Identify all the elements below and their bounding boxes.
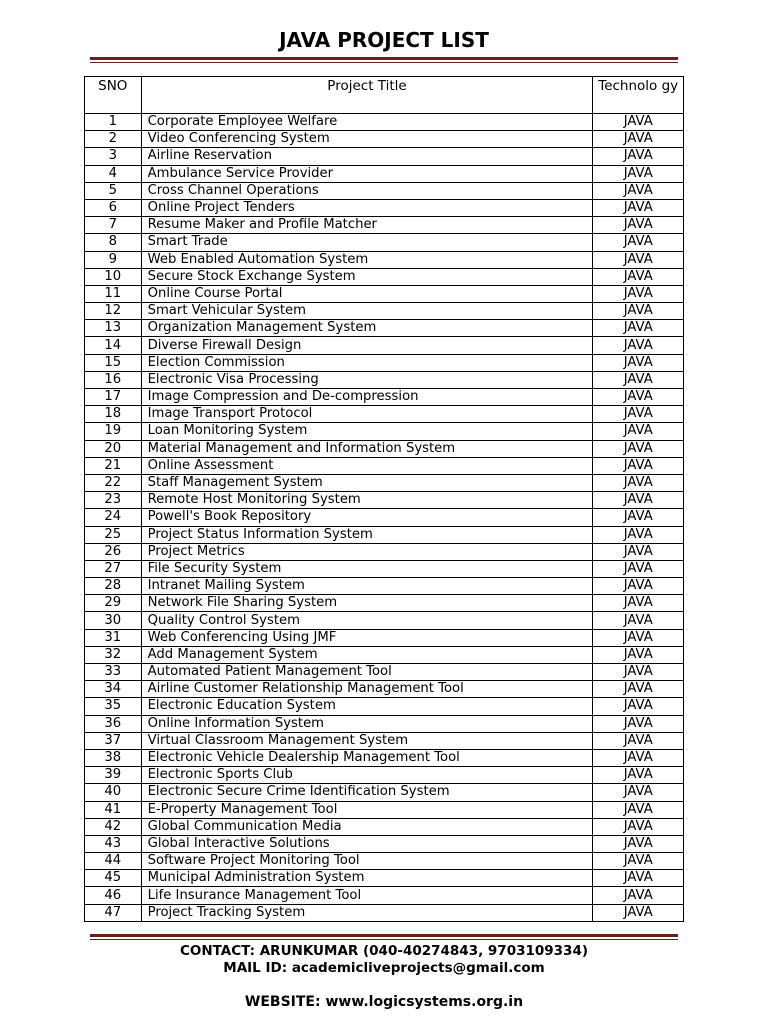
table-row: [85, 784, 684, 801]
row-technology: JAVA: [593, 595, 684, 612]
row-project-title: Loan Monitoring System: [141, 423, 593, 440]
row-project-title: Online Information System: [141, 715, 593, 732]
row-project-title: Global Communication Media: [141, 818, 593, 835]
row-sno: 41: [85, 801, 142, 818]
row-sno: 24: [85, 509, 142, 526]
row-technology: JAVA: [593, 646, 684, 663]
row-project-title: Web Conferencing Using JMF: [141, 629, 593, 646]
table-row: [85, 337, 684, 354]
table-row: [85, 887, 684, 904]
row-project-title: Resume Maker and Profile Matcher: [141, 217, 593, 234]
table-row: [85, 182, 684, 199]
row-technology: JAVA: [593, 612, 684, 629]
row-sno: 45: [85, 870, 142, 887]
row-project-title: Electronic Sports Club: [141, 767, 593, 784]
row-technology: JAVA: [593, 698, 684, 715]
contact-line: CONTACT: ARUNKUMAR (040-40274843, 9703109334): [179, 943, 589, 959]
row-project-title: Ambulance Service Provider: [141, 165, 593, 182]
row-technology: JAVA: [593, 870, 684, 887]
row-technology: JAVA: [593, 509, 684, 526]
row-technology: JAVA: [593, 165, 684, 182]
row-sno: 3: [85, 148, 142, 165]
table-row: [85, 629, 684, 646]
row-project-title: Cross Channel Operations: [141, 182, 593, 199]
table-row: [85, 474, 684, 491]
row-technology: JAVA: [593, 114, 684, 131]
table-row: [85, 904, 684, 921]
row-technology: JAVA: [593, 354, 684, 371]
row-sno: 14: [85, 337, 142, 354]
row-sno: 10: [85, 268, 142, 285]
row-sno: 18: [85, 406, 142, 423]
row-sno: 47: [85, 904, 142, 921]
project-table: [84, 76, 684, 922]
row-sno: 4: [85, 165, 142, 182]
table-row: [85, 715, 684, 732]
row-sno: 25: [85, 526, 142, 543]
row-project-title: Online Course Portal: [141, 285, 593, 302]
table-row: [85, 423, 684, 440]
row-sno: 27: [85, 560, 142, 577]
table-row: [85, 389, 684, 406]
row-sno: 20: [85, 440, 142, 457]
page-title: JAVA PROJECT LIST: [279, 28, 489, 52]
table-row: [85, 560, 684, 577]
row-project-title: Remote Host Monitoring System: [141, 492, 593, 509]
table-row: [85, 199, 684, 216]
table-row: [85, 578, 684, 595]
row-technology: JAVA: [593, 681, 684, 698]
table-row: [85, 818, 684, 835]
row-project-title: Smart Vehicular System: [141, 303, 593, 320]
row-project-title: Project Status Information System: [141, 526, 593, 543]
table-row: [85, 749, 684, 766]
row-project-title: Image Compression and De-compression: [141, 389, 593, 406]
table-row: [85, 526, 684, 543]
row-project-title: Municipal Administration System: [141, 870, 593, 887]
row-technology: JAVA: [593, 578, 684, 595]
row-technology: JAVA: [593, 664, 684, 681]
row-sno: 39: [85, 767, 142, 784]
row-sno: 13: [85, 320, 142, 337]
row-sno: 22: [85, 474, 142, 491]
row-technology: JAVA: [593, 285, 684, 302]
row-sno: 2: [85, 131, 142, 148]
header-project-title: Project Title: [141, 77, 593, 114]
row-sno: 9: [85, 251, 142, 268]
row-sno: 31: [85, 629, 142, 646]
row-sno: 35: [85, 698, 142, 715]
row-technology: JAVA: [593, 440, 684, 457]
row-technology: JAVA: [593, 853, 684, 870]
row-technology: JAVA: [593, 371, 684, 388]
row-technology: JAVA: [593, 217, 684, 234]
row-sno: 1: [85, 114, 142, 131]
row-sno: 34: [85, 681, 142, 698]
row-project-title: Organization Management System: [141, 320, 593, 337]
table-row: [85, 853, 684, 870]
row-project-title: Electronic Secure Crime Identification System: [141, 784, 593, 801]
row-sno: 33: [85, 664, 142, 681]
row-project-title: Smart Trade: [141, 234, 593, 251]
row-project-title: Airline Customer Relationship Management Tool: [141, 681, 593, 698]
row-sno: 36: [85, 715, 142, 732]
row-technology: JAVA: [593, 801, 684, 818]
row-project-title: Network File Sharing System: [141, 595, 593, 612]
table-row: [85, 371, 684, 388]
row-technology: JAVA: [593, 131, 684, 148]
row-technology: JAVA: [593, 182, 684, 199]
row-technology: JAVA: [593, 234, 684, 251]
row-sno: 43: [85, 835, 142, 852]
table-row: [85, 303, 684, 320]
row-technology: JAVA: [593, 423, 684, 440]
top-divider: [90, 57, 678, 63]
row-technology: JAVA: [593, 492, 684, 509]
table-row: [85, 251, 684, 268]
row-project-title: E-Property Management Tool: [141, 801, 593, 818]
table-row: [85, 440, 684, 457]
row-project-title: Diverse Firewall Design: [141, 337, 593, 354]
row-technology: JAVA: [593, 406, 684, 423]
row-sno: 19: [85, 423, 142, 440]
row-project-title: Secure Stock Exchange System: [141, 268, 593, 285]
row-technology: JAVA: [593, 268, 684, 285]
row-sno: 30: [85, 612, 142, 629]
row-project-title: Video Conferencing System: [141, 131, 593, 148]
row-sno: 44: [85, 853, 142, 870]
row-project-title: Powell's Book Repository: [141, 509, 593, 526]
table-row: [85, 664, 684, 681]
table-row: [85, 509, 684, 526]
row-project-title: Project Tracking System: [141, 904, 593, 921]
table-row: [85, 732, 684, 749]
row-project-title: Online Project Tenders: [141, 199, 593, 216]
table-row: [85, 801, 684, 818]
row-project-title: Add Management System: [141, 646, 593, 663]
table-row: [85, 165, 684, 182]
table-row: [85, 870, 684, 887]
row-sno: 17: [85, 389, 142, 406]
row-technology: JAVA: [593, 784, 684, 801]
row-project-title: Life Insurance Management Tool: [141, 887, 593, 904]
row-project-title: Electronic Education System: [141, 698, 593, 715]
bottom-divider: [90, 934, 678, 940]
row-sno: 23: [85, 492, 142, 509]
row-technology: JAVA: [593, 904, 684, 921]
row-project-title: Global Interactive Solutions: [141, 835, 593, 852]
row-sno: 37: [85, 732, 142, 749]
mail-line: MAIL ID: academicliveprojects@gmail.com: [223, 960, 545, 976]
row-sno: 16: [85, 371, 142, 388]
table-row: [85, 234, 684, 251]
row-project-title: Electronic Vehicle Dealership Management Tool: [141, 749, 593, 766]
row-technology: JAVA: [593, 887, 684, 904]
row-project-title: Project Metrics: [141, 543, 593, 560]
row-project-title: File Security System: [141, 560, 593, 577]
table-row: [85, 543, 684, 560]
row-technology: JAVA: [593, 251, 684, 268]
table-row: [85, 320, 684, 337]
row-technology: JAVA: [593, 629, 684, 646]
table-row: [85, 114, 684, 131]
row-technology: JAVA: [593, 474, 684, 491]
row-technology: JAVA: [593, 148, 684, 165]
row-sno: 42: [85, 818, 142, 835]
row-sno: 32: [85, 646, 142, 663]
row-technology: JAVA: [593, 389, 684, 406]
row-technology: JAVA: [593, 560, 684, 577]
row-project-title: Software Project Monitoring Tool: [141, 853, 593, 870]
row-project-title: Quality Control System: [141, 612, 593, 629]
row-project-title: Automated Patient Management Tool: [141, 664, 593, 681]
table-row: [85, 767, 684, 784]
row-technology: JAVA: [593, 199, 684, 216]
row-sno: 7: [85, 217, 142, 234]
website-line: WEBSITE: www.logicsystems.org.in: [244, 994, 524, 1010]
row-technology: JAVA: [593, 457, 684, 474]
row-sno: 46: [85, 887, 142, 904]
table-row: [85, 835, 684, 852]
row-project-title: Election Commission: [141, 354, 593, 371]
row-technology: JAVA: [593, 818, 684, 835]
table-header-row: [85, 77, 684, 114]
row-sno: 26: [85, 543, 142, 560]
row-sno: 38: [85, 749, 142, 766]
row-sno: 6: [85, 199, 142, 216]
row-sno: 11: [85, 285, 142, 302]
row-project-title: Virtual Classroom Management System: [141, 732, 593, 749]
row-project-title: Online Assessment: [141, 457, 593, 474]
row-project-title: Image Transport Protocol: [141, 406, 593, 423]
row-technology: JAVA: [593, 749, 684, 766]
table-row: [85, 646, 684, 663]
table-row: [85, 354, 684, 371]
table-row: [85, 681, 684, 698]
row-technology: JAVA: [593, 303, 684, 320]
row-sno: 15: [85, 354, 142, 371]
row-sno: 29: [85, 595, 142, 612]
row-project-title: Corporate Employee Welfare: [141, 114, 593, 131]
table-row: [85, 148, 684, 165]
row-sno: 8: [85, 234, 142, 251]
table-row: [85, 285, 684, 302]
row-technology: JAVA: [593, 715, 684, 732]
table-row: [85, 492, 684, 509]
table-row: [85, 268, 684, 285]
row-technology: JAVA: [593, 835, 684, 852]
row-technology: JAVA: [593, 320, 684, 337]
row-project-title: Intranet Mailing System: [141, 578, 593, 595]
row-sno: 40: [85, 784, 142, 801]
row-sno: 28: [85, 578, 142, 595]
row-project-title: Electronic Visa Processing: [141, 371, 593, 388]
row-project-title: Web Enabled Automation System: [141, 251, 593, 268]
header-technology: Technolo gy: [593, 77, 684, 114]
table-row: [85, 406, 684, 423]
row-sno: 21: [85, 457, 142, 474]
table-row: [85, 217, 684, 234]
row-project-title: Material Management and Information System: [141, 440, 593, 457]
row-technology: JAVA: [593, 543, 684, 560]
table-row: [85, 131, 684, 148]
table-row: [85, 595, 684, 612]
row-project-title: Staff Management System: [141, 474, 593, 491]
row-technology: JAVA: [593, 767, 684, 784]
row-sno: 12: [85, 303, 142, 320]
table-row: [85, 698, 684, 715]
row-technology: JAVA: [593, 337, 684, 354]
table-row: [85, 612, 684, 629]
row-sno: 5: [85, 182, 142, 199]
row-technology: JAVA: [593, 526, 684, 543]
row-technology: JAVA: [593, 732, 684, 749]
row-project-title: Airline Reservation: [141, 148, 593, 165]
header-sno: SNO: [85, 77, 142, 114]
table-row: [85, 457, 684, 474]
